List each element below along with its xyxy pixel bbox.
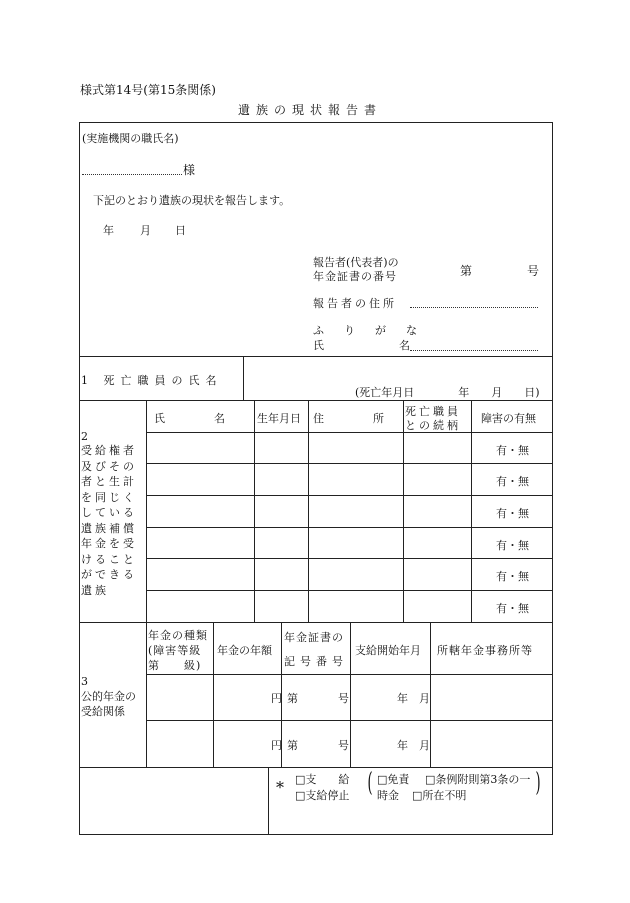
section2-label-line: けること — [81, 552, 137, 566]
col-line-birth — [254, 400, 255, 622]
shikyu-checkbox[interactable]: □支 給 — [295, 773, 350, 786]
section3-number: 3 — [81, 675, 88, 688]
section3-label-divider — [146, 622, 147, 767]
start-month: 月 — [419, 739, 430, 752]
shikyu-teishi-checkbox[interactable]: □支給停止 — [295, 789, 350, 802]
table-row-line — [146, 590, 553, 591]
section3-label-2: 受給関係 — [81, 705, 125, 718]
jorei-checkbox[interactable]: □条例附則第3条の一 — [425, 773, 531, 786]
s3-header-type-2: (障害等級 — [148, 644, 202, 657]
s3-col-start — [350, 622, 351, 767]
address-label: 報告者の住所 — [313, 297, 397, 310]
s3-header-office: 所轄年金事務所等 — [437, 644, 533, 657]
section3-top-line — [79, 622, 553, 623]
date-month: 月 — [140, 224, 151, 237]
recipient-label: (実施機関の職氏名) — [82, 132, 179, 145]
header-birth: 生年月日 — [257, 412, 301, 425]
header-relation-2: との続柄 — [405, 419, 461, 432]
jikin-text: 時金 — [377, 789, 399, 802]
furigana-label: ふりがな — [313, 324, 437, 337]
pension-no-dai: 第 — [460, 264, 473, 278]
col-line-disability — [471, 400, 472, 622]
name-line[interactable] — [410, 350, 538, 351]
s3-col-amount — [213, 622, 214, 767]
header-address: 住 所 — [313, 412, 385, 425]
section2-label-line: を同じく — [81, 490, 137, 504]
header-name: 氏 名 — [154, 412, 226, 425]
form-id: 様式第14号(第15条関係) — [80, 83, 216, 97]
amount-yen: 円 — [271, 692, 282, 705]
sama-label: 様 — [183, 163, 196, 177]
asterisk-mark: * — [276, 778, 284, 797]
section1-label: 1 死亡職員の氏名 — [81, 374, 223, 387]
name-label: 氏名 — [313, 339, 485, 352]
col-line-relation — [403, 400, 404, 622]
pension-no-go: 号 — [527, 264, 540, 278]
cert-go: 号 — [338, 739, 349, 752]
section2-label-divider — [146, 400, 147, 622]
address-line[interactable] — [410, 307, 538, 308]
section2-label-line: 遺族 — [81, 583, 109, 597]
col-line-address — [308, 400, 309, 622]
close-paren: ) — [535, 768, 541, 798]
table-row-line — [146, 463, 553, 464]
amount-yen: 円 — [271, 739, 282, 752]
s3-header-type-1: 年金の種類 — [148, 629, 208, 642]
section2-label-line: ができる — [81, 568, 137, 581]
disability-choice[interactable]: 有・無 — [496, 602, 529, 615]
menseki-checkbox[interactable]: □免責 — [377, 773, 410, 786]
disability-choice[interactable]: 有・無 — [496, 570, 529, 583]
s3-header-cert-1: 年金証書の — [284, 631, 344, 644]
s3-header-start: 支給開始年月 — [355, 644, 421, 657]
disability-choice[interactable]: 有・無 — [496, 539, 529, 552]
disability-choice[interactable]: 有・無 — [496, 475, 529, 488]
section2-label-line: 者と生計 — [81, 475, 137, 488]
start-year: 年 — [397, 692, 408, 705]
table-row-line — [146, 495, 553, 496]
section2-label-line: 及びその — [81, 459, 137, 473]
s3-row-line — [146, 720, 553, 721]
section2-label-line: 受給権者 — [81, 444, 137, 457]
header-relation-1: 死亡職員 — [405, 405, 461, 418]
pension-no-label-1: 報告者(代表者)の — [313, 256, 399, 269]
pension-no-label-2: 年金証書の番号 — [313, 270, 397, 283]
section2-label-line: 年金を受 — [81, 537, 137, 550]
start-month: 月 — [419, 692, 430, 705]
s3-header-line — [146, 674, 553, 675]
page-title: 遺族の現状報告書 — [238, 103, 383, 117]
section2-label-line: 遺族補償 — [81, 521, 137, 535]
start-year: 年 — [397, 739, 408, 752]
recipient-line[interactable] — [82, 174, 182, 175]
shozai-checkbox[interactable]: □所在不明 — [412, 789, 467, 802]
disability-choice[interactable]: 有・無 — [496, 507, 529, 520]
cert-go: 号 — [338, 692, 349, 705]
intro-text: 下記のとおり遺族の現状を報告します。 — [93, 194, 291, 207]
section2-label — [81, 443, 137, 598]
s3-header-cert-2: 記号番号 — [284, 655, 348, 668]
section1-top-line — [79, 356, 553, 357]
date-day: 日 — [175, 224, 186, 237]
open-paren: ( — [367, 768, 373, 798]
s3-header-type-3: 第 級) — [148, 659, 202, 672]
s3-header-amount: 年金の年額 — [217, 644, 272, 657]
death-date: (死亡年月日 年 月 日) — [355, 386, 540, 399]
section3-label-1: 公的年金の — [81, 690, 136, 703]
section2-label-line: している — [81, 506, 137, 519]
cert-dai: 第 — [287, 739, 298, 752]
table-row-line — [146, 432, 553, 433]
header-disability: 障害の有無 — [481, 412, 536, 425]
disability-choice[interactable]: 有・無 — [496, 444, 529, 457]
section2-number: 2 — [81, 430, 88, 443]
date-year: 年 — [103, 224, 114, 237]
table-row-line — [146, 558, 553, 559]
cert-dai: 第 — [287, 692, 298, 705]
section1-divider — [243, 356, 244, 400]
s3-col-office — [430, 622, 431, 767]
section2-top-line — [79, 400, 553, 401]
table-row-line — [146, 527, 553, 528]
